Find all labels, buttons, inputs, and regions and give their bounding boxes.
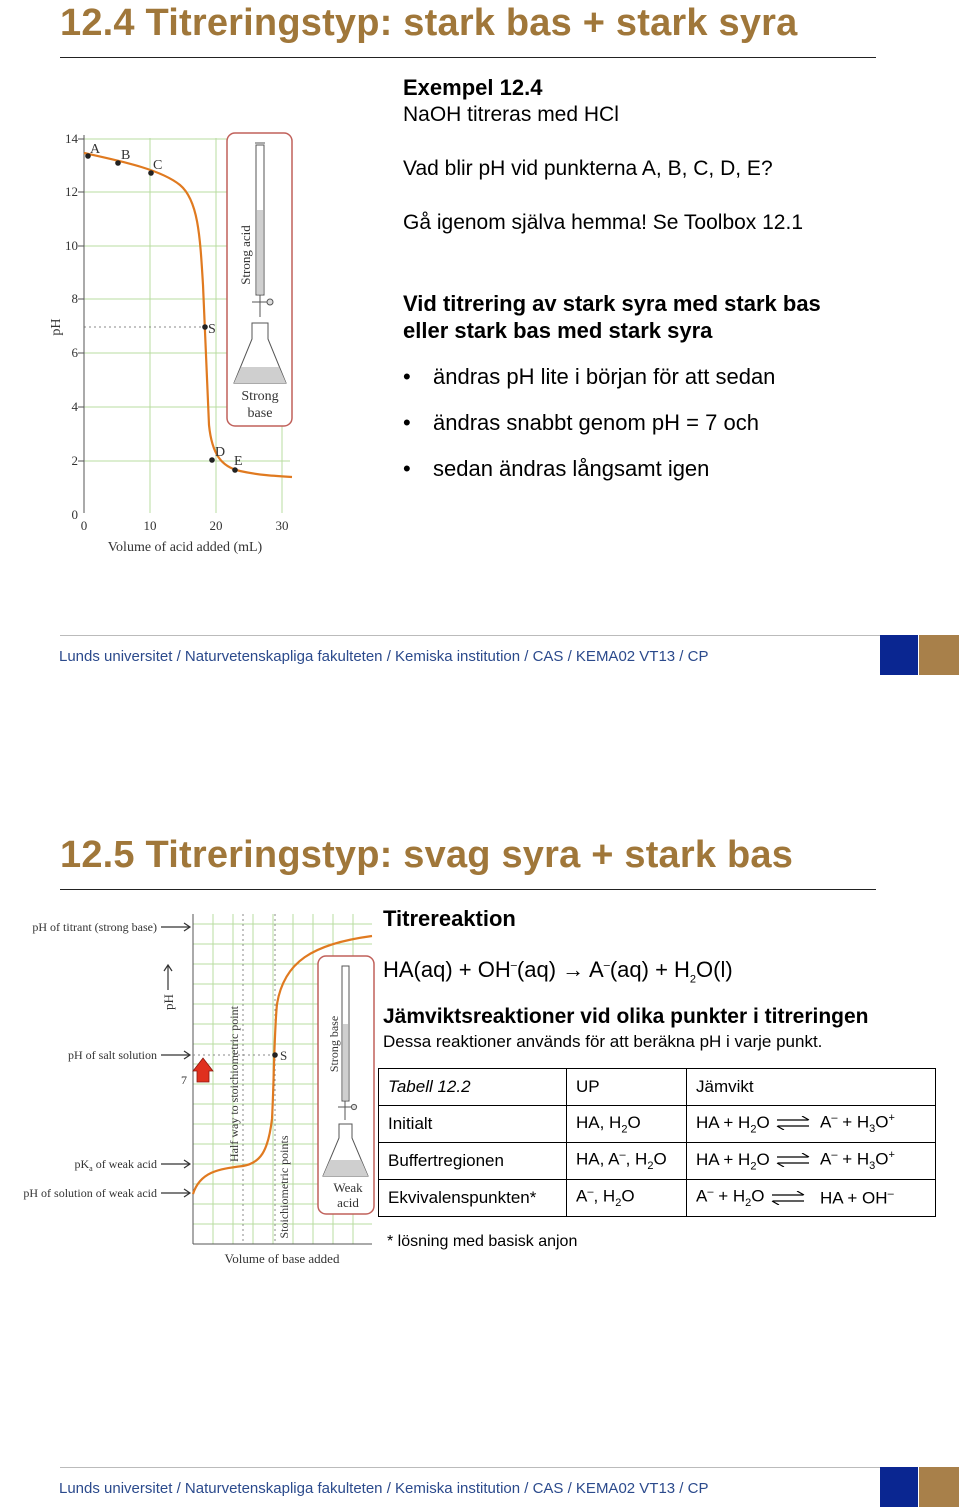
footer-block-gold	[919, 635, 959, 675]
footer-block-gold	[919, 1467, 959, 1507]
slide-title: 12.5 Titreringstyp: svag syra + stark bas	[60, 834, 794, 876]
label-titrant-ph: pH of titrant (strong base)	[32, 920, 157, 934]
point-label-a: A	[90, 142, 101, 157]
equilibria-table	[378, 1068, 936, 1217]
footer-block-blue	[880, 635, 918, 675]
reaction-part: (aq) → A	[516, 957, 604, 982]
table-footnote: * lösning med basisk anjon	[387, 1233, 578, 1250]
xtick-10: 10	[143, 518, 157, 533]
reaction-heading: Titrereaktion	[383, 906, 516, 931]
bullet-text: sedan ändras långsamt igen	[433, 456, 710, 481]
cell-point: Buffertregionen	[379, 1143, 567, 1180]
reaction-part: O(l)	[696, 957, 733, 982]
slide-2	[0, 754, 960, 1508]
half-way-label: Half way to stoichiometric point	[227, 1006, 241, 1162]
equilibria-subtext: Dessa reaktioner används för att beräkna pH i varje punkt.	[383, 1032, 823, 1051]
burette-label: Strong acid	[238, 225, 253, 285]
header-cell: Jämvikt	[687, 1069, 936, 1106]
x-axis-label: Volume of acid added (mL)	[107, 540, 263, 555]
point-label-d: D	[215, 445, 226, 460]
equilibrium-arrows-icon	[776, 1153, 810, 1167]
footer-block-blue	[880, 1467, 918, 1507]
bullet-dot: •	[403, 364, 411, 389]
reaction-part: HA(aq) + OH	[383, 957, 511, 982]
label-salt-ph: pH of salt solution	[68, 1048, 157, 1062]
cell-equilibrium-lhs: $A^- + H_2O$	[687, 1180, 817, 1217]
label-weak-acid-ph: pH of solution of weak acid	[23, 1186, 157, 1200]
ytick-8: 8	[71, 291, 78, 306]
burette-label: Strong base	[327, 1015, 341, 1073]
cell-equilibrium-rhs: $A^- + H_3O^+$	[816, 1106, 936, 1143]
question-text: Vad blir pH vid punkterna A, B, C, D, E?	[403, 157, 773, 180]
title-rule	[60, 889, 876, 890]
ytick-0: 0	[71, 507, 78, 522]
titration-curve-figure	[0, 125, 300, 555]
ph-seven-label: 7	[181, 1073, 187, 1087]
xtick-30: 30	[275, 518, 289, 533]
red-up-arrow	[193, 1058, 213, 1082]
point-label-b: B	[121, 148, 131, 163]
ytick-4: 4	[71, 399, 78, 414]
footer-text: Lunds universitet / Naturvetenskapliga fakulteten / Kemiska institution / CAS / KEMA02 VT13 / CP	[59, 1480, 709, 1497]
stoich-label: Stoichiometric points	[277, 1135, 291, 1239]
bullet-item	[403, 364, 776, 390]
y-axis-label: pH	[49, 318, 64, 336]
bullet-item	[403, 410, 759, 436]
subheading-line-1: Vid titrering av stark syra med stark bas	[403, 291, 821, 316]
table-header-row	[379, 1069, 936, 1106]
ytick-10: 10	[65, 238, 78, 253]
point-label-c: C	[153, 158, 163, 173]
s-point-label: S	[280, 1048, 288, 1063]
footer-rule	[60, 1467, 880, 1468]
reaction-equation	[383, 957, 733, 985]
cell-equilibrium-rhs: $A^- + H_3O^+$	[816, 1143, 936, 1180]
ytick-12: 12	[65, 184, 78, 199]
cell-species: A–, $H_2O$	[567, 1180, 687, 1217]
label-pka: $pK_a$ of weak acid	[74, 1157, 157, 1173]
table-row	[379, 1180, 936, 1217]
header-cell: Tabell 12.2	[379, 1069, 567, 1106]
cell-species: HA, $H_2O$	[567, 1106, 687, 1143]
footer-rule	[60, 635, 880, 636]
homework-text: Gå igenom själva hemma! Se Toolbox 12.1	[403, 211, 804, 234]
charge: –	[510, 959, 517, 972]
bullet-dot: •	[403, 410, 411, 435]
equilibrium-arrows-icon	[776, 1116, 810, 1130]
title-rule	[60, 57, 876, 58]
cell-point: Ekvivalenspunkten*	[379, 1180, 567, 1217]
bullet-item	[403, 456, 710, 482]
bullet-dot: •	[403, 456, 411, 481]
ytick-2: 2	[71, 453, 78, 468]
example-line: NaOH titreras med HCl	[403, 103, 619, 126]
cell-equilibrium-lhs: HA + $H_2O$	[687, 1143, 817, 1180]
charge: –	[603, 959, 610, 972]
x-axis-label: Volume of base added	[224, 1251, 340, 1266]
footer-text: Lunds universitet / Naturvetenskapliga fakulteten / Kemiska institution / CAS / KEMA02 VT13 / CP	[59, 648, 709, 665]
slide-title: 12.4 Titreringstyp: stark bas + stark syra	[60, 2, 798, 44]
cell-species: HA, A–, $H_2O$	[567, 1143, 687, 1180]
subscript: 2	[689, 973, 697, 986]
header-cell: UP	[567, 1069, 687, 1106]
cell-equilibrium-rhs: HA + OH–	[816, 1180, 936, 1217]
flask-label-2: base	[247, 406, 273, 421]
subheading-line-2: eller stark bas med stark syra	[403, 318, 713, 343]
ytick-14: 14	[65, 131, 78, 146]
reaction-part: (aq) + H	[609, 957, 690, 982]
flask-label-2: acid	[337, 1195, 359, 1210]
xtick-0: 0	[80, 518, 88, 533]
ytick-6: 6	[71, 345, 78, 360]
cell-equilibrium-lhs: HA + $H_2O$	[687, 1106, 817, 1143]
bullet-text: ändras pH lite i början för att sedan	[433, 364, 776, 389]
cell-point: Initialt	[379, 1106, 567, 1143]
point-label-s: S	[208, 322, 216, 337]
table-row	[379, 1106, 936, 1143]
example-heading: Exempel 12.4	[403, 75, 543, 100]
table-row	[379, 1143, 936, 1180]
point-label-e: E	[234, 454, 243, 469]
equilibria-heading: Jämviktsreaktioner vid olika punkter i titreringen	[383, 1005, 869, 1028]
xtick-20: 20	[209, 518, 223, 533]
bullet-text: ändras snabbt genom pH = 7 och	[433, 410, 759, 435]
flask-label-1: Strong	[241, 389, 279, 404]
equilibrium-arrows-icon	[771, 1191, 805, 1205]
flask-label-1: Weak	[333, 1180, 363, 1195]
y-axis-label: pH	[161, 994, 176, 1010]
weak-acid-titration-figure	[0, 904, 376, 1274]
